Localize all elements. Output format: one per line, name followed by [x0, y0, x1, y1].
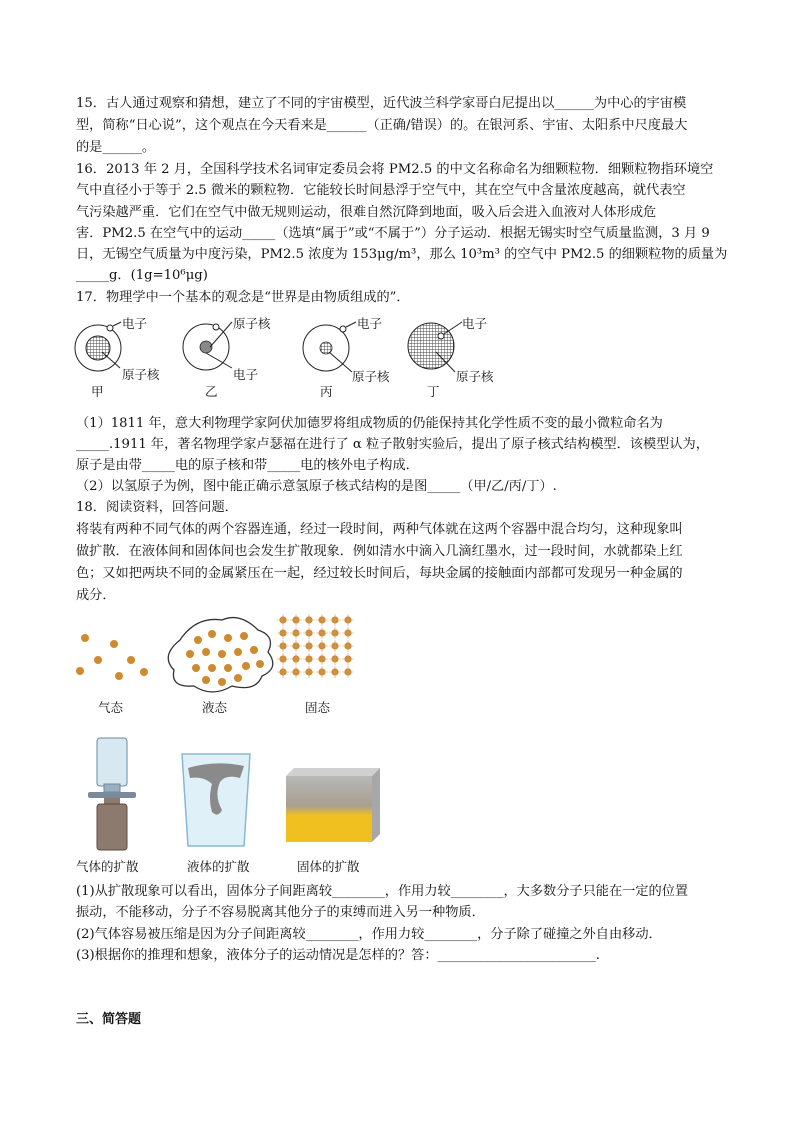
q18-stem: 18．阅读资料，回答问题．	[76, 500, 238, 515]
liquid-diffusion-glass	[182, 754, 250, 846]
q18-passage-2: 做扩散．在液体间和固体间也会发生扩散现象．例如清水中滴入几滴红墨水，过一段时间，水就都染上红	[76, 544, 683, 559]
vibration-mark	[303, 653, 315, 665]
vibration-mark	[303, 627, 315, 639]
vibration-mark	[303, 666, 315, 678]
gas-particles	[76, 634, 148, 680]
diffusion-figure	[0, 738, 794, 853]
q16-line-6: _____g．(1g=10⁶μg)	[76, 268, 208, 283]
label-solid-diffusion: 固体的扩散	[297, 859, 360, 874]
atom-yi	[183, 322, 232, 370]
vibration-mark	[277, 640, 289, 652]
label-electron-ding: 电子	[462, 316, 488, 331]
vibration-mark	[316, 666, 328, 678]
solid-diffusion-block	[286, 768, 380, 842]
q18-passage-4: 成分．	[76, 588, 116, 603]
atom-bing	[303, 322, 356, 372]
vibration-mark	[342, 640, 354, 652]
vibration-mark	[290, 666, 302, 678]
q18-question-3: (3)根据你的推理和想象，液体分子的运动情况是怎样的？答：________________________.	[76, 948, 600, 963]
vibration-mark	[342, 627, 354, 639]
vibration-mark	[290, 653, 302, 665]
gas-diffusion-bottles	[88, 738, 136, 850]
q17-line-4: （2）以氢原子为例，图中能正确示意氢原子核式结构的是图_____（甲/乙/丙/丁）.	[76, 479, 557, 494]
vibration-mark	[290, 627, 302, 639]
label-nucleus-ding: 原子核	[456, 369, 494, 384]
vibration-mark	[277, 666, 289, 678]
vibration-mark	[277, 653, 289, 665]
vibration-mark	[290, 614, 302, 626]
q16-line-2: 气中直径小于等于 2.5 微米的颗粒物．它能较长时间悬浮于空气中，其在空气中含量浓度越高，就代表空	[76, 183, 686, 198]
label-nucleus-jia: 原子核	[122, 367, 160, 382]
vibration-mark	[316, 640, 328, 652]
label-ding: 丁	[427, 384, 440, 399]
vibration-mark	[316, 627, 328, 639]
label-electron-yi: 电子	[233, 367, 259, 382]
atom-ding	[408, 322, 462, 372]
vibration-mark	[290, 640, 302, 652]
label-electron-bing: 电子	[357, 316, 383, 331]
vibration-mark	[303, 640, 315, 652]
vibration-mark	[329, 614, 341, 626]
states-of-matter-figure	[0, 608, 794, 688]
q15-line-3: 的是______。	[76, 140, 156, 155]
label-yi: 乙	[205, 384, 218, 399]
atom-jia	[75, 322, 121, 371]
vibration-mark	[329, 640, 341, 652]
label-bing: 丙	[320, 384, 333, 399]
label-electron-jia: 电子	[122, 316, 148, 331]
vibration-mark	[342, 666, 354, 678]
vibration-mark	[316, 614, 328, 626]
label-gas: 气态	[98, 700, 124, 715]
vibration-mark	[277, 627, 289, 639]
q16-line-4: 害．PM2.5 在空气中的运动_____（选填“属于”或“不属于”）分子运动．根据无锡实时空气质量监测，3 月 9	[76, 226, 710, 241]
label-nucleus-yi: 原子核	[233, 316, 271, 331]
vibration-mark	[342, 653, 354, 665]
q15-line-2: 型，简称“日心说”，这个观点在今天看来是______（正确/错误）的。在银河系、宇宙、太阳系中尺度最大	[76, 118, 688, 133]
q16-line-3: 气污染越严重．它们在空气中做无规则运动，很难自然沉降到地面，吸入后会进入血液对人体形成危	[76, 205, 657, 220]
vibration-mark	[277, 614, 289, 626]
solid-lattice	[277, 614, 354, 678]
label-nucleus-bing: 原子核	[352, 369, 390, 384]
label-solid: 固态	[305, 700, 331, 715]
atom-diagrams	[0, 310, 794, 400]
q17-line-1: （1）1811 年，意大利物理学家阿伏加德罗将组成物质的仍能保持其化学性质不变的最小微粒命名为	[76, 416, 663, 431]
label-gas-diffusion: 气体的扩散	[76, 859, 139, 874]
vibration-mark	[329, 627, 341, 639]
q17-line-2: _____.1911 年，著名物理学家卢瑟福在进行了 α 粒子散射实验后，提出了原子核式结构模型．该模型认为，	[76, 437, 709, 452]
q18-question-2: (2)气体容易被压缩是因为分子间距离较________，作用力较________，分子除了碰撞之外自由移动．	[76, 927, 662, 942]
vibration-mark	[316, 653, 328, 665]
label-jia: 甲	[91, 384, 104, 399]
q16-line-1: 16．2013 年 2 月，全国科学技术名词审定委员会将 PM2.5 的中文名称命名为细颗粒物．细颗粒物指环境空	[76, 162, 714, 177]
q18-question-1b: 振动，不能移动，分子不容易脱离其他分子的束缚而进入另一种物质．	[76, 905, 485, 920]
vibration-mark	[329, 666, 341, 678]
q17-stem: 17．物理学中一个基本的观念是“世界是由物质组成的”．	[76, 290, 410, 305]
liquid-blob	[168, 618, 273, 692]
label-liquid-diffusion: 液体的扩散	[187, 859, 250, 874]
vibration-mark	[329, 653, 341, 665]
q18-passage-1: 将装有两种不同气体的两个容器连通，经过一段时间，两种气体就在这两个容器中混合均匀，这种现象叫	[76, 522, 683, 537]
q18-passage-3: 色；又如把两块不同的金属紧压在一起，经过较长时间后，每块金属的接触面内部都可发现另一种金属的	[76, 566, 683, 581]
q18-question-1a: (1)从扩散现象可以看出，固体分子间距离较________，作用力较________，大多数分子只能在一定的位置	[76, 884, 689, 899]
vibration-mark	[342, 614, 354, 626]
vibration-mark	[303, 614, 315, 626]
q15-line-1: 15．古人通过观察和猜想，建立了不同的宇宙模型，近代波兰科学家哥白尼提出以______为中心的宇宙模	[76, 96, 687, 111]
q17-line-3: 原子是由带_____电的原子核和带_____电的核外电子构成．	[76, 458, 419, 473]
q16-line-5: 日，无锡空气质量为中度污染，PM2.5 浓度为 153μg/m³，那么 10³m³ 的空气中 PM2.5 的细颗粒物的质量为	[76, 247, 728, 262]
label-liquid: 液态	[202, 700, 228, 715]
section-title-short-answer: 三、简答题	[76, 1012, 142, 1027]
